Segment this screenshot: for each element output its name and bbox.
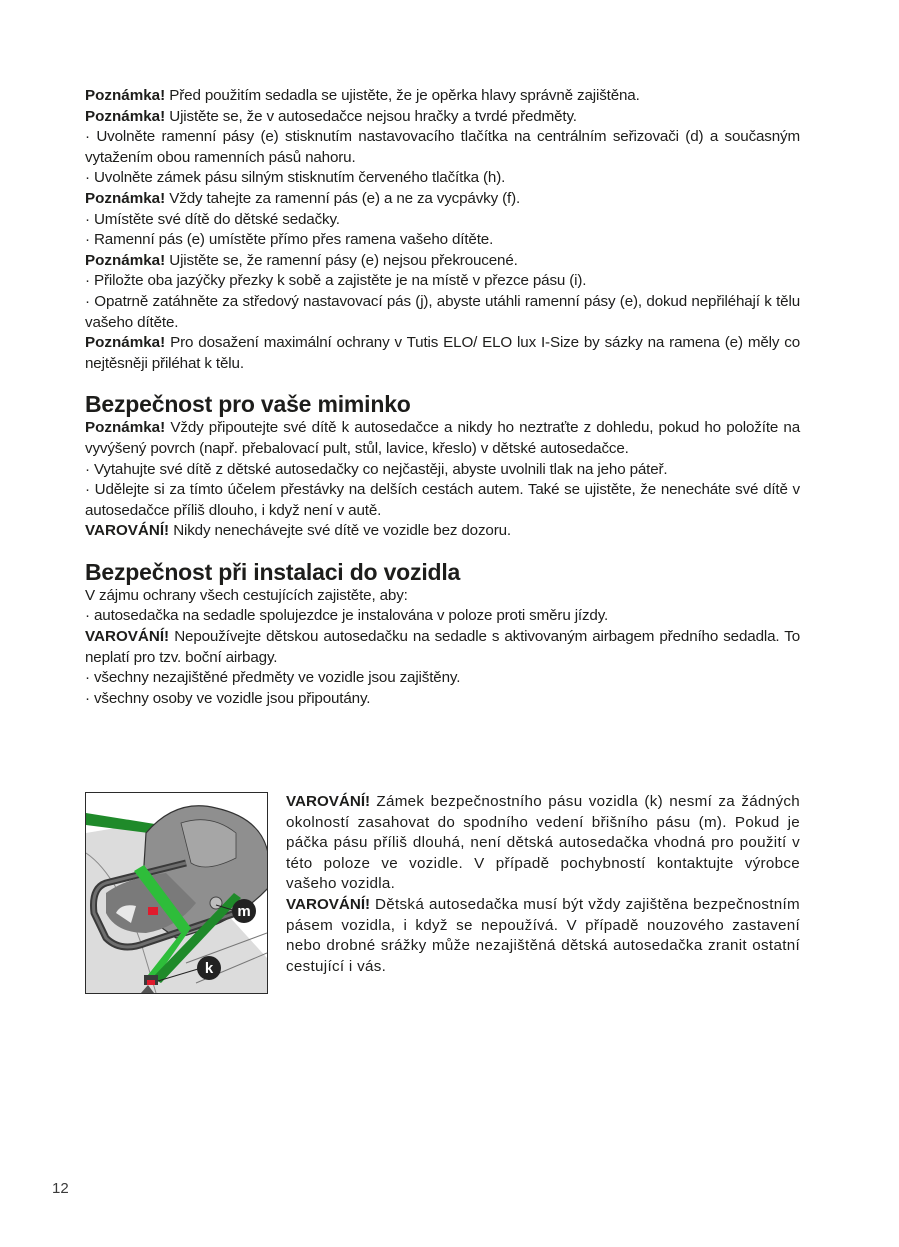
bullet-line: · Přiložte oba jazýčky přezky k sobě a zajistěte je na místě v přezce pásu (i). (85, 272, 587, 290)
warning-line (286, 792, 800, 895)
note-text: Vždy připoutejte své dítě k autosedačce a nikdy ho neztraťte z dohledu, pokud ho položíte na vyvýšený povrch (např. přebalovací pult, stůl, lavice, křeslo) v dětské autosedačce. (85, 419, 800, 457)
label-m: m (237, 903, 251, 920)
bullet-line: · Umístěte své dítě do dětské sedačky. (85, 210, 340, 228)
baby-safety-section (85, 390, 800, 542)
note-line (85, 333, 800, 374)
harness-buckle-red (148, 907, 158, 915)
note-text: Vždy tahejte za ramenní pás (e) a ne za vycpávky (f). (169, 189, 521, 207)
note-line (85, 107, 800, 128)
warning-text: Zámek bezpečnostního pásu vozidla (k) nesmí za žádných okolností zasahovat do spodního vedení břišního pásu (m). Pokud je páčka pásu příliš dlouhá, není dětská autosedačka vhodná pro použití v této poloze ve vozidle. V případě pochybností kontaktujte výrobce vašeho vozidla. (286, 793, 800, 893)
note-line (85, 418, 800, 459)
installation-warnings (286, 792, 800, 977)
note-label: Poznámka! (85, 189, 166, 207)
note-label: Poznámka! (85, 334, 166, 352)
note-text: Pro dosažení maximální ochrany v Tutis ELO/ ELO lux I-Size by sázky na ramena (e) měly co nejtěsněji přiléhat k tělu. (85, 334, 800, 372)
label-k: k (204, 960, 214, 977)
section-heading: Bezpečnost pro vaše miminko (85, 391, 411, 418)
note-label: Poznámka! (85, 419, 166, 437)
vehicle-buckle-red (147, 980, 155, 985)
note-label: Poznámka! (85, 107, 166, 125)
bullet-line: · autosedačka na sedadle spolujezdce je instalována v poloze proti směru jízdy. (85, 607, 609, 625)
plain-line: V zájmu ochrany všech cestujících zajistěte, aby: (85, 586, 408, 604)
bullet-line: · Uvolněte zámek pásu silným stisknutím červeného tlačítka (h). (85, 169, 506, 187)
car-seat-belt-illustration (85, 792, 268, 994)
warning-text: Nepoužívejte dětskou autosedačku na sedadle s aktivovaným airbagem předního sedadla. To neplatí pro tzv. boční airbagy. (85, 628, 800, 666)
page-content (85, 86, 800, 709)
bullet-line: · Ramenní pás (e) umístěte přímo přes ramena vašeho dítěte. (85, 231, 494, 249)
warning-line (286, 895, 800, 977)
bullet-line: · Udělejte si za tímto účelem přestávky na delších cestách autem. Také se ujistěte, že nenecháte své dítě v autosedačce příliš dlouho, i když není v autě. (85, 481, 800, 519)
intro-section (85, 86, 800, 374)
note-line (85, 189, 800, 210)
warning-text: Dětská autosedačka musí být vždy zajištěna bezpečnostním pásem vozidla, i když se nepoužívá. V případě nouzového zastavení nebo drobné srážky může nezajištěná dětská autosedačka zranit ostatní cestující i vás. (286, 895, 800, 975)
note-text: Ujistěte se, že v autosedačce nejsou hračky a tvrdé předměty. (169, 107, 577, 125)
warning-label: VAROVÁNÍ! (85, 522, 170, 540)
figure-and-warnings (85, 792, 800, 994)
warning-label: VAROVÁNÍ! (286, 895, 371, 913)
note-label: Poznámka! (85, 87, 166, 104)
bullet-line: · všechny osoby ve vozidle jsou připoutány. (85, 689, 371, 707)
note-text: Před použitím sedadla se ujistěte, že je opěrka hlavy správně zajištěna. (169, 87, 640, 104)
bullet-line: · Vytahujte své dítě z dětské autosedačky co nejčastěji, abyste uvolnili tlak na jeho páteř. (85, 460, 668, 478)
note-label: Poznámka! (85, 251, 166, 269)
bullet-line: · všechny nezajištěné předměty ve vozidle jsou zajištěny. (85, 669, 461, 687)
note-text: Ujistěte se, že ramenní pásy (e) nejsou překroucené. (169, 251, 518, 269)
warning-label: VAROVÁNÍ! (286, 793, 371, 810)
warning-line (85, 627, 800, 668)
warning-text: Nikdy nenechávejte své dítě ve vozidle bez dozoru. (173, 522, 511, 540)
note-line (85, 251, 800, 272)
section-heading: Bezpečnost při instalaci do vozidla (85, 558, 461, 585)
bullet-line: · Opatrně zatáhněte za středový nastavovací pás (j), abyste utáhli ramenní pásy (e), dokud nepřiléhají k tělu vašeho dítěte. (85, 292, 800, 331)
bullet-line: · Uvolněte ramenní pásy (e) stisknutím nastavovacího tlačítka na centrálním seřizovači (d) a současným vytažením obou ramenních pásů nahoru. (85, 128, 800, 166)
note-line (85, 86, 800, 107)
warning-label: VAROVÁNÍ! (85, 628, 170, 646)
warning-line (85, 521, 800, 542)
belt-guide (210, 897, 222, 909)
installation-safety-section (85, 558, 800, 710)
page-number: 12 (52, 1180, 69, 1197)
